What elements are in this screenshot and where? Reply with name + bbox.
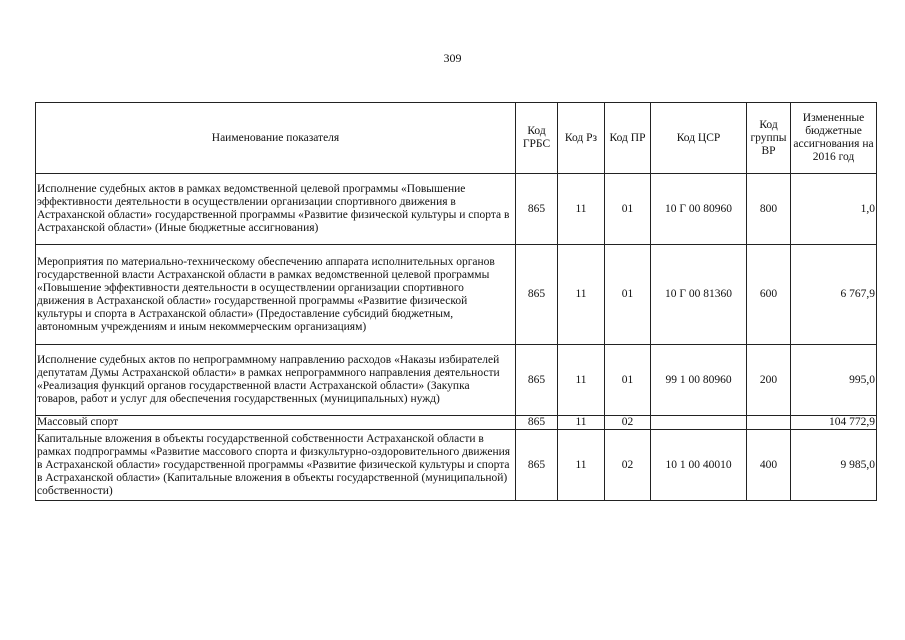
table-row <box>36 430 877 501</box>
cell-pr: 02 <box>605 416 651 430</box>
page-number: 309 <box>443 51 462 65</box>
cell-rz: 11 <box>558 430 605 501</box>
header-rz: Код Рз <box>558 103 605 174</box>
cell-csr: 10 Г 00 80960 <box>651 174 747 245</box>
cell-pr: 02 <box>605 430 651 501</box>
cell-name: Исполнение судебных актов по непрограммному направлению расходов «Наказы избирателей депутатам Думы Астраханской области» в рамках непрограммного направления деятельности «Реализация функций органов государственной власти Астраханской области» (Закупка товаров, работ и услуг для обеспечения государственных (муниципальных) нужд) <box>36 345 516 416</box>
cell-grbs: 865 <box>516 430 558 501</box>
cell-rz: 11 <box>558 174 605 245</box>
cell-csr: 10 Г 00 81360 <box>651 245 747 345</box>
cell-amount: 9 985,0 <box>791 430 877 501</box>
header-csr: Код ЦСР <box>651 103 747 174</box>
header-vr: Код группы ВР <box>747 103 791 174</box>
cell-csr <box>651 416 747 430</box>
header-amount: Измененные бюджетные ассигнования на 2016 год <box>791 103 877 174</box>
table-row <box>36 245 877 345</box>
cell-grbs: 865 <box>516 416 558 430</box>
table-row-section <box>36 416 877 430</box>
header-pr: Код ПР <box>605 103 651 174</box>
cell-name: Мероприятия по материально-техническому обеспечению аппарата исполнительных органов государственной власти Астраханской области в рамках ведомственной целевой программы «Повышение эффективности деятельности в осуществлении организации спортивного движения в Астраханской области» государственной программы «Развитие физической культуры и спорта в Астраханской области» (Предоставление субсидий бюджетным, автономным учреждениям и иным некоммерческим организациям) <box>36 245 516 345</box>
cell-pr: 01 <box>605 174 651 245</box>
cell-grbs: 865 <box>516 174 558 245</box>
cell-grbs: 865 <box>516 345 558 416</box>
cell-vr: 400 <box>747 430 791 501</box>
cell-pr: 01 <box>605 345 651 416</box>
cell-vr: 200 <box>747 345 791 416</box>
cell-grbs: 865 <box>516 245 558 345</box>
cell-name: Исполнение судебных актов в рамках ведомственной целевой программы «Повышение эффективности деятельности в осуществлении организации спортивного движения в Астраханской области» государственной программы «Развитие физической культуры и спорта в Астраханской области» (Иные бюджетные ассигнования) <box>36 174 516 245</box>
header-name: Наименование показателя <box>36 103 516 174</box>
cell-amount: 1,0 <box>791 174 877 245</box>
table-row <box>36 174 877 245</box>
cell-vr <box>747 416 791 430</box>
cell-vr: 600 <box>747 245 791 345</box>
cell-amount: 6 767,9 <box>791 245 877 345</box>
cell-rz: 11 <box>558 245 605 345</box>
cell-rz: 11 <box>558 345 605 416</box>
header-grbs: Код ГРБС <box>516 103 558 174</box>
budget-table <box>35 102 877 501</box>
table-header-row <box>36 103 877 174</box>
cell-name: Капитальные вложения в объекты государственной собственности Астраханской области в рамках подпрограммы «Развитие массового спорта и физкультурно-оздоровительного движения в Астраханской области» государственной программы «Развитие физической культуры и спорта в Астраханской области» (Капитальные вложения в объекты государственной (муниципальной) собственности) <box>36 430 516 501</box>
cell-csr: 99 1 00 80960 <box>651 345 747 416</box>
cell-amount: 995,0 <box>791 345 877 416</box>
cell-rz: 11 <box>558 416 605 430</box>
table-row <box>36 345 877 416</box>
cell-amount: 104 772,9 <box>791 416 877 430</box>
cell-csr: 10 1 00 40010 <box>651 430 747 501</box>
cell-vr: 800 <box>747 174 791 245</box>
cell-pr: 01 <box>605 245 651 345</box>
cell-name: Массовый спорт <box>36 416 516 430</box>
